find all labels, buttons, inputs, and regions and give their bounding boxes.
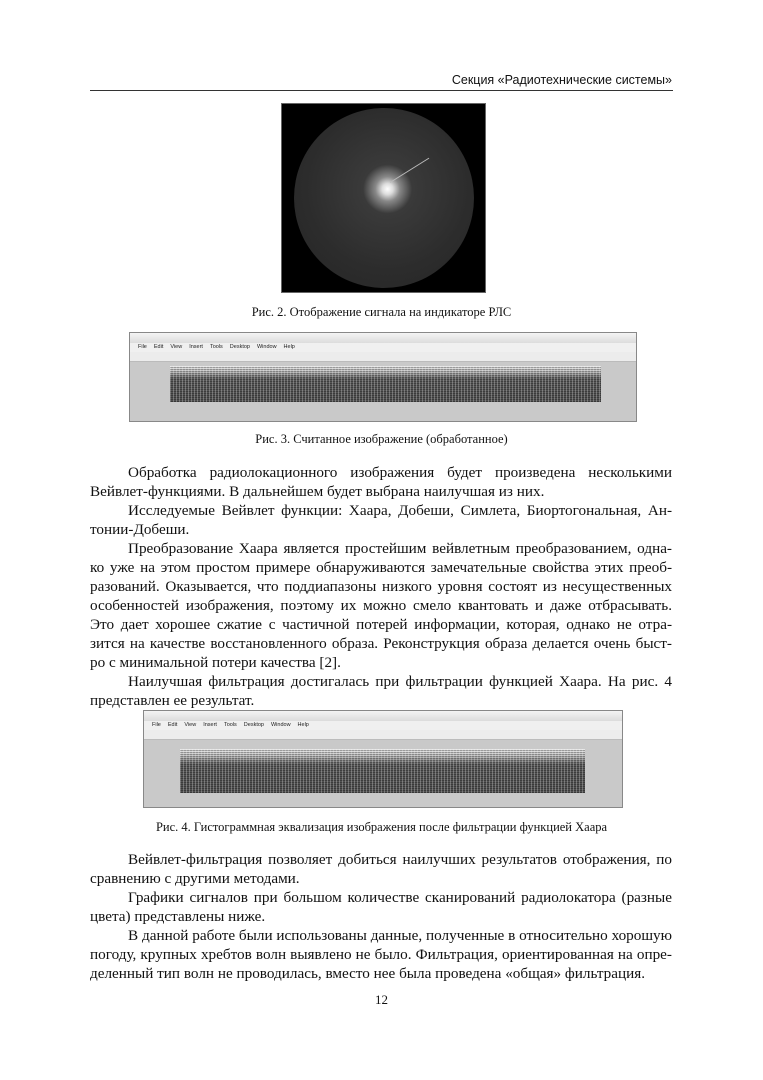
- text-line: разований. Оказывается, что поддиапазоны низкого уровня состоят из несущественных: [90, 578, 672, 595]
- menu-view: View: [170, 344, 183, 350]
- menu-insert: Insert: [189, 344, 203, 350]
- text-line: Это дает хорошее сжатие с частичной потерей информации, которая, однако не отра-: [90, 616, 672, 633]
- paragraph-block-1: [90, 463, 672, 710]
- fig4-matlab-window: [143, 710, 623, 808]
- text-line: деленный тип волн не проводилась, вместо нее была проведена «общая» фильтрация.: [90, 965, 646, 982]
- running-header: Секция «Радиотехнические системы»: [451, 73, 672, 87]
- paragraph-block-2: [90, 850, 672, 983]
- menu-edit: Edit: [153, 344, 164, 350]
- menu-help: Help: [297, 722, 309, 728]
- menu-tools: Tools: [223, 722, 237, 728]
- menu-window: Window: [270, 722, 291, 728]
- text-line: Преобразование Хаара является простейшим вейвлетным преобразованием, одна-: [128, 540, 672, 557]
- menu-desktop: Desktop: [229, 344, 250, 350]
- fig3-caption: Рис. 3. Считанное изображение (обработанное): [255, 432, 508, 446]
- text-line: Вейвлет-фильтрация позволяет добиться наилучших результатов отображения, по: [128, 851, 672, 868]
- text-line: тонии-Добеши.: [90, 521, 190, 538]
- radar-disc: [294, 108, 474, 288]
- window-titlebar: [144, 711, 622, 721]
- fig4-caption: Рис. 4. Гистограммная эквализация изображения после фильтрации функцией Хаара: [155, 820, 608, 834]
- text-line: особенностей изображения, поэтому их можно смело квантовать и даже отбрасывать.: [90, 597, 672, 614]
- menu-file: File: [138, 344, 147, 350]
- menu-insert: Insert: [203, 722, 217, 728]
- text-line: сравнению с другими методами.: [90, 870, 300, 887]
- page-number: 12: [375, 992, 388, 1007]
- fig3-matlab-window: [129, 332, 637, 422]
- text-line: представлен ее результат.: [90, 692, 255, 709]
- text-line: ко уже на этом простом примере обнаруживаются замечательные свойства этих преоб-: [90, 559, 672, 576]
- menu-edit: Edit: [167, 722, 178, 728]
- text-line: Вейвлет-функциями. В дальнейшем будет выбрана наилучшая из них.: [90, 483, 545, 500]
- radar-scan-image: [170, 366, 601, 402]
- text-line: цвета) представлены ниже.: [90, 908, 266, 925]
- text-line: В данной работе были использованы данные, полученные в относительно хорошую: [128, 927, 672, 944]
- window-toolbar: [130, 352, 636, 362]
- header-rule: [90, 90, 673, 91]
- text-line: Исследуемые Вейвлет функции: Хаара, Добеши, Симлета, Биортогональная, Ан-: [128, 502, 672, 519]
- window-toolbar: [144, 730, 622, 740]
- filtered-scan-image: [180, 749, 585, 793]
- menu-help: Help: [283, 344, 295, 350]
- radar-indicator-image: [281, 103, 486, 293]
- text-line: Наилучшая фильтрация достигалась при фильтрации функцией Хаара. На рис. 4: [128, 673, 672, 690]
- menu-desktop: Desktop: [243, 722, 264, 728]
- text-line: Графики сигналов при большом количестве сканирований радиолокатора (разные: [128, 889, 672, 906]
- menu-view: View: [184, 722, 197, 728]
- window-menubar: [144, 721, 622, 730]
- menu-file: File: [152, 722, 161, 728]
- text-line: ро с минимальной потери качества [2].: [90, 654, 341, 671]
- menu-window: Window: [256, 344, 277, 350]
- window-titlebar: [130, 333, 636, 343]
- fig2-caption: Рис. 2. Отображение сигнала на индикаторе РЛС: [251, 305, 512, 319]
- window-menubar: [130, 343, 636, 352]
- text-line: Обработка радиолокационного изображения будет произведена несколькими: [128, 464, 672, 481]
- menu-tools: Tools: [209, 344, 223, 350]
- text-line: погоду, крупных хребтов волн выявлено не было. Фильтрация, ориентированная на опре-: [90, 946, 672, 963]
- text-line: зится на качестве восстановленного образа. Реконструкция образа делается очень быст-: [90, 635, 672, 652]
